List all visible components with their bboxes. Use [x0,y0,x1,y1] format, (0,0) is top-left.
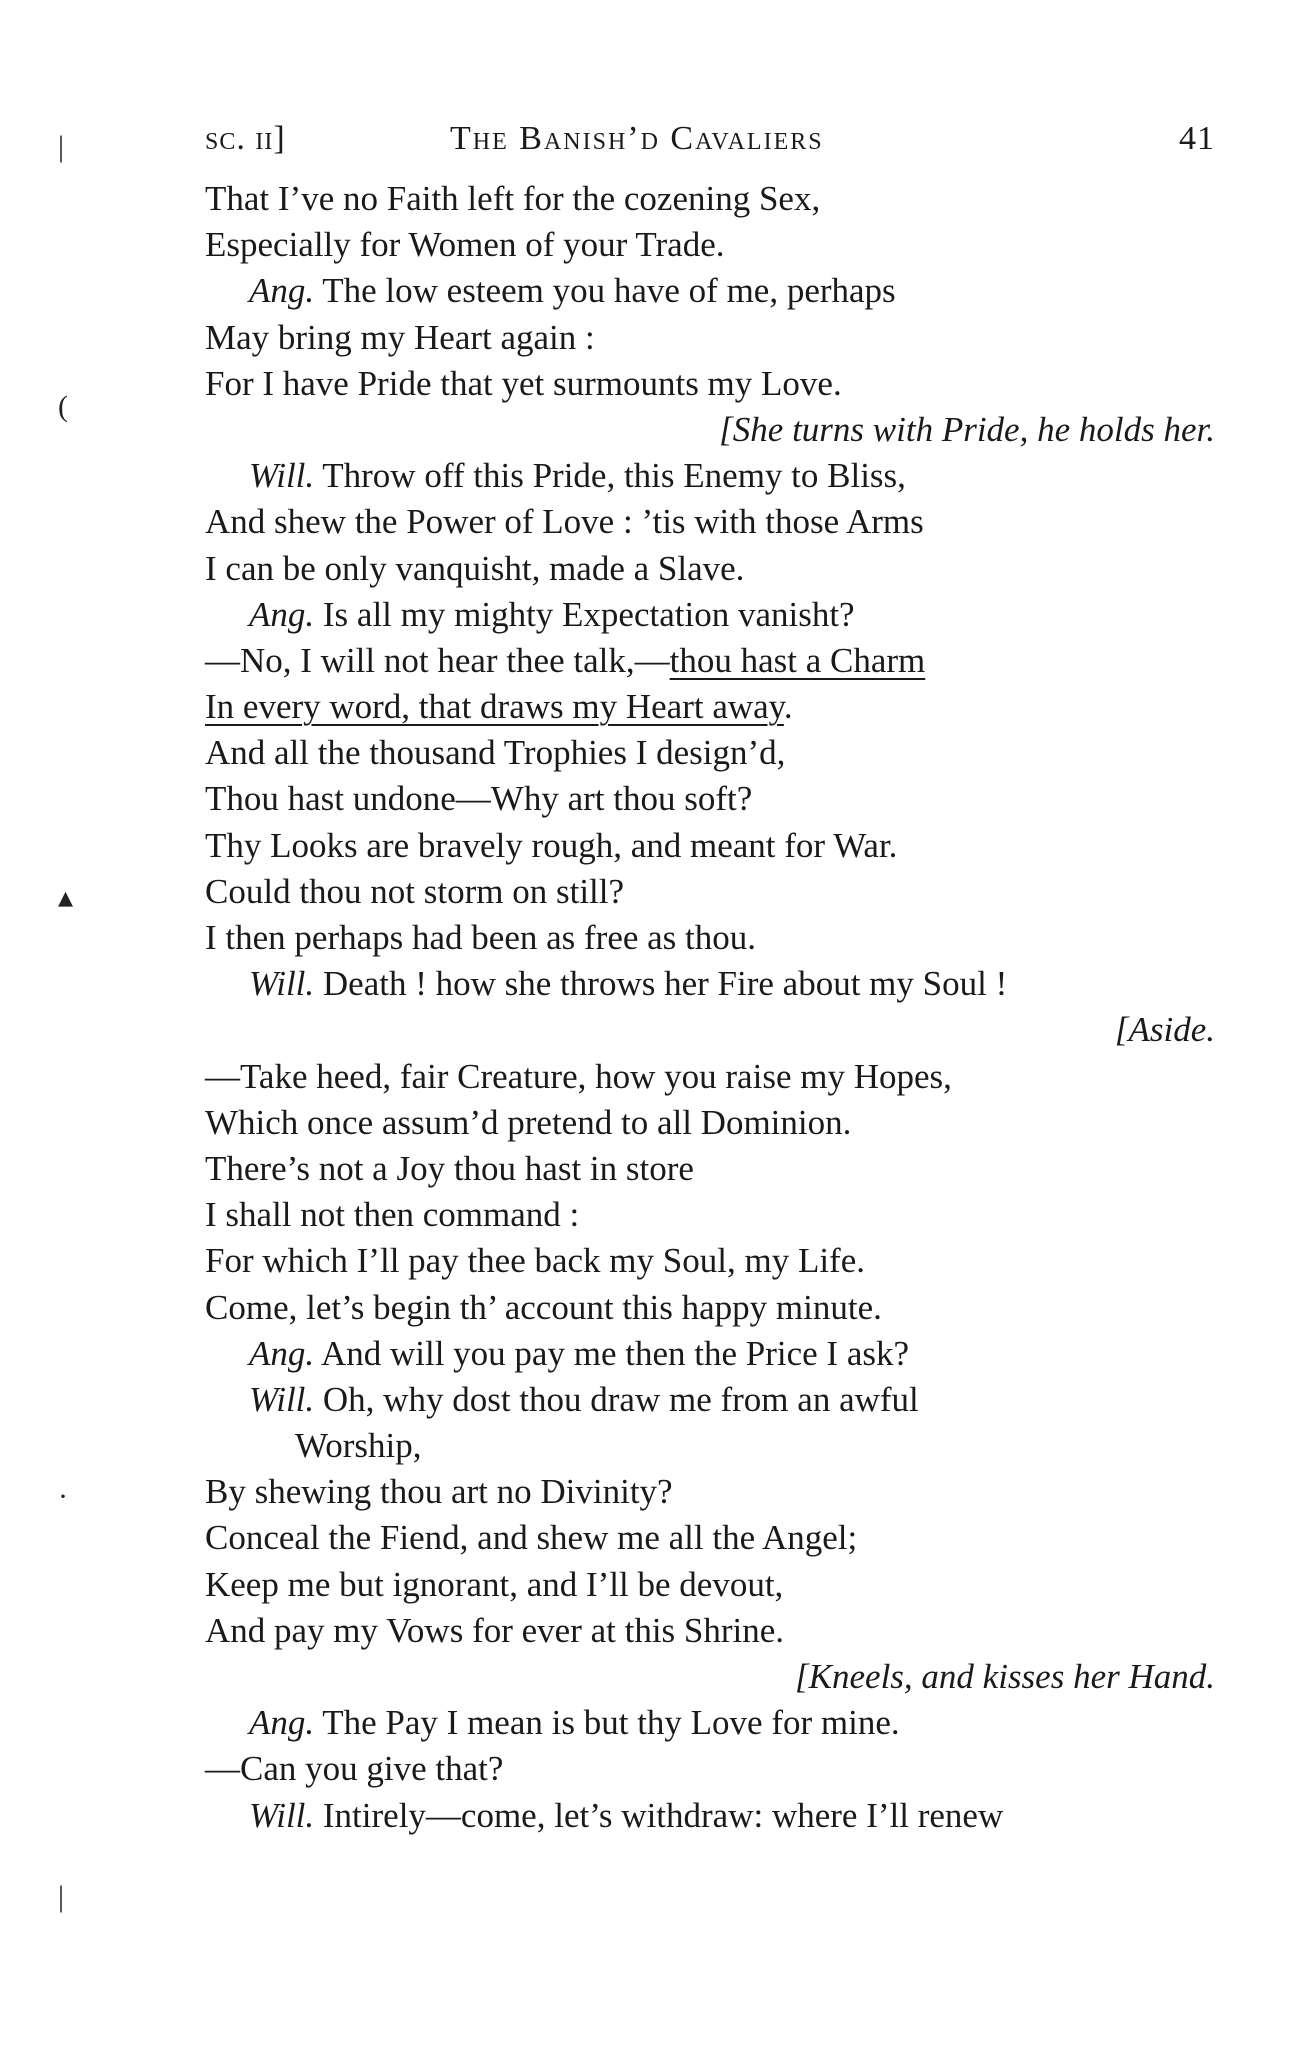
speech-line: Will. Oh, why dost thou draw me from an awful [249,1379,919,1419]
speaker-name: Ang. [249,271,315,311]
speech-line: Will. Intirely—come, let’s withdraw: where I’ll renew [249,1795,1004,1835]
scene-marker: sc. ii] [205,120,286,157]
margin-mark: ( [58,390,68,423]
speaker-name: Will. [249,964,315,1004]
verse-line: —Can you give that? [205,1749,504,1789]
verse-line: Which once assum’d pretend to all Dominion. [205,1102,852,1142]
verse-line: Especially for Women of your Trade. [205,225,725,265]
verse-line-continued: Worship, [295,1426,422,1466]
verse-line: And all the thousand Trophies I design’d, [205,733,786,773]
verse-line: —No, I will not hear thee talk,—thou hast a Charm [205,640,926,680]
speaker-name: Will. [249,1379,315,1419]
speech-line: Ang. Is all my mighty Expectation vanisht? [249,594,855,634]
verse-line: For which I’ll pay thee back my Soul, my Life. [205,1241,865,1281]
stage-direction: [Kneels, and kisses her Hand. [795,1657,1215,1696]
verse-line: May bring my Heart again : [205,317,595,357]
verse-line: Come, let’s begin th’ account this happy minute. [205,1287,882,1327]
speaker-name: Ang. [249,1333,315,1373]
underlined-text: thou hast a Charm [669,640,926,680]
underlined-text: In every word, that draws my Heart away [205,687,784,727]
page-number: 41 [1179,120,1215,157]
margin-mark: | [58,1880,65,1913]
speech-line: Ang. The low esteem you have of me, perhaps [249,271,896,311]
running-header [205,120,1215,170]
speaker-name: Will. [249,456,315,496]
play-text [205,176,1215,1839]
verse-line: Keep me but ignorant, and I’ll be devout, [205,1564,784,1604]
verse-line: And shew the Power of Love : ’tis with those Arms [205,502,924,542]
running-title: The Banish’d Cavaliers [450,120,824,157]
stage-direction: [Aside. [1114,1010,1215,1050]
verse-line: —Take heed, fair Creature, how you raise my Hopes, [205,1056,952,1096]
verse-line: For I have Pride that yet surmounts my Love. [205,363,842,403]
verse-line: There’s not a Joy thou hast in store [205,1148,694,1188]
verse-line: In every word, that draws my Heart away. [205,687,793,727]
stage-direction: [She turns with Pride, he holds her. [719,409,1215,449]
speaker-name: Will. [249,1795,315,1835]
margin-mark: | [58,130,65,163]
verse-line: Thy Looks are bravely rough, and meant for War. [205,825,898,865]
verse-line: Thou hast undone—Why art thou soft? [205,779,753,819]
speaker-name: Ang. [249,1703,315,1743]
margin-mark: ▴ [58,881,74,914]
verse-line: And pay my Vows for ever at this Shrine. [205,1610,785,1650]
verse-line: Conceal the Fiend, and shew me all the Angel; [205,1518,858,1558]
verse-line: Could thou not storm on still? [205,871,625,911]
speech-line: Ang. And will you pay me then the Price I ask? [249,1333,910,1373]
speech-line: Will. Death ! how she throws her Fire about my Soul ! [249,964,1008,1004]
margin-mark: · [58,1480,68,1513]
speech-line: Will. Throw off this Pride, this Enemy to Bliss, [249,456,906,496]
verse-line: By shewing thou art no Divinity? [205,1472,673,1512]
verse-line: I shall not then command : [205,1195,580,1235]
speech-line: Ang. The Pay I mean is but thy Love for mine. [249,1703,900,1743]
verse-line: I can be only vanquisht, made a Slave. [205,548,745,588]
verse-line: I then perhaps had been as free as thou. [205,918,757,957]
verse-line: That I’ve no Faith left for the cozening Sex, [205,179,821,218]
speaker-name: Ang. [249,594,315,634]
